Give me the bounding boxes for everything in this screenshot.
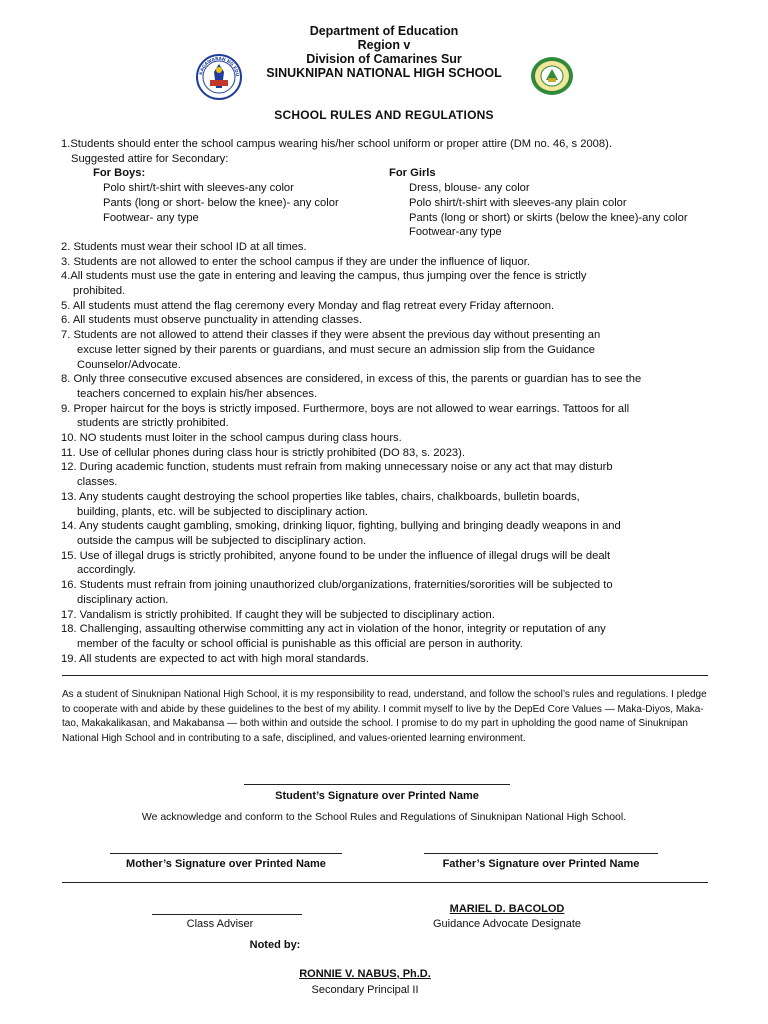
rule-item [61,446,721,461]
rule-item [61,313,721,328]
rule-item [61,549,721,578]
father-signature-label: Father’s Signature over Printed Name [442,858,640,870]
suggested-attire-label: Suggested attire for Secondary: [71,152,229,165]
boys-item: Pants (long or short- below the knee)- any color [103,196,339,209]
rule-item [61,490,721,519]
rule-text: 9. Proper haircut for the boys is strictly imposed. Furthermore, boys are not allowed to wear earrings. Tattoos for all [61,402,630,415]
girls-attire-column [389,166,721,240]
letterhead [0,24,768,80]
girls-header: For Girls [389,167,436,180]
rule-continuation: member of the faculty or school official is punishable as this official are person in authority. [77,637,523,650]
rule-text: 12. During academic function, students must refrain from making unnecessary noise or any act that may disturb [61,461,613,474]
separator-line [62,882,708,883]
separator-line [62,675,708,676]
class-adviser-label: Class Adviser [186,918,254,930]
rule-text: 14. Any students caught gambling, smoking, drinking liquor, fighting, bullying and bringing deadly weapons in and [61,520,621,533]
document-title: SCHOOL RULES AND REGULATIONS [274,108,494,122]
rule-item [61,299,721,314]
rule-item [61,328,721,372]
attire-table [61,166,721,240]
rule-continuation: accordingly. [77,564,136,577]
rule-text: 19. All students are expected to act with high moral standards. [61,652,369,665]
acknowledgement-text: We acknowledge and conform to the School Rules and Regulations of Sinuknipan National High School. [141,811,627,823]
principal-name: RONNIE V. NABUS, Ph.D. [299,968,431,980]
rules-list [61,137,721,666]
svg-text:KAGAWARAN NG EDUKASYON: KAGAWARAN NG EDU [198,55,241,77]
rule-item [61,578,721,607]
rule-item [61,519,721,548]
student-signature-label: Student’s Signature over Printed Name [275,790,479,802]
rule-continuation: building, plants, etc. will be subjected to disciplinary action. [77,505,369,518]
school-seal-logo [530,56,574,96]
boys-attire-column [61,166,389,240]
student-signature-line [244,784,510,785]
boys-item: Polo shirt/t-shirt with sleeves-any color [103,182,294,195]
girls-item: Footwear-any type [409,226,502,239]
rule-item [61,402,721,431]
boys-item: Footwear- any type [103,211,199,224]
rule-continuation: Counselor/Advocate. [77,358,181,371]
father-signature-line [424,853,658,854]
rule-text: 8. Only three consecutive excused absences are considered, in excess of this, the parents or guardian has to see the [61,373,642,386]
rule-continuation: disciplinary action. [77,593,169,606]
mother-signature-label: Mother’s Signature over Printed Name [126,858,326,870]
rule-text: 16. Students must refrain from joining unauthorized club/organizations, fraternities/sororities will be subjected to [61,579,613,592]
rule-text: 2. Students must wear their school ID at all times. [61,240,307,253]
school-name: SINUKNIPAN NATIONAL HIGH SCHOOL [266,66,502,80]
principal-name-wrap [270,968,460,980]
rule-text: 7. Students are not allowed to attend their classes if they were absent the previous day without presenting an [61,329,601,342]
rule-item [61,608,721,623]
rule-text: 13. Any students caught destroying the school properties like tables, chairs, chalkboards, bulletin boards, [61,490,580,503]
principal-title: Secondary Principal II [311,984,419,996]
division-name: Division of Camarines Sur [306,52,462,66]
rule-1: 1.Students should enter the school campus wearing his/her school uniform or proper attire (DM no. 46, s 2008). [61,138,612,150]
rule-item [61,460,721,489]
rule-item [61,372,721,401]
region-name: Region v [357,38,411,52]
rule-continuation: outside the campus will be subjected to disciplinary action. [77,534,367,547]
rule-text: 17. Vandalism is strictly prohibited. If caught they will be subjected to disciplinary action. [61,608,495,621]
department-name: Department of Education [309,24,459,38]
rule-continuation: students are strictly prohibited. [77,417,229,430]
rule-continuation: classes. [77,476,118,489]
girls-item: Dress, blouse- any color [409,182,530,195]
rule-text: 10. NO students must loiter in the school campus during class hours. [61,432,402,445]
rule-item [61,431,721,446]
rule-item [61,622,721,651]
rule-item [61,269,721,298]
girls-item: Pants (long or short) or skirts (below the knee)-any color [409,211,688,224]
mother-signature-line [110,853,342,854]
deped-seal-logo [196,54,242,100]
guidance-advocate-name-wrap [410,903,604,915]
rule-text: 6. All students must observe punctuality in attending classes. [61,314,362,327]
rule-continuation: excuse letter signed by their parents or guardians, and must secure an admission slip from the Guidance [77,343,596,356]
adviser-signature-line [152,914,302,915]
rule-item [61,652,721,667]
guidance-advocate-title: Guidance Advocate Designate [433,918,581,930]
rule-continuation: prohibited. [73,285,126,298]
student-pledge: As a student of Sinuknipan National High School, it is my responsibility to read, understand, and follow the school’s rules and regulations. I pledge to cooperate with and abide by these guidelines to the best of my ability. I commit myself to live by the DepEd Core Values — Maka-Diyos, Maka-tao, Makakalikasan, and Makabansa — both within and outside the school. I promise to do my part in upholding the good name of Sinuknipan National High School and in contributing to a safe, disciplined, and values-oriented learning environment. [62,689,707,744]
rule-text: 18. Challenging, assaulting otherwise committing any act in violation of the honor, integrity or reputation of any [61,623,606,636]
rule-item [61,255,721,270]
boys-header: For Boys: [93,167,146,180]
rule-text: 11. Use of cellular phones during class hour is strictly prohibited (DO 83, s. 2023). [61,446,465,459]
rule-item [61,240,721,255]
rule-text: 15. Use of illegal drugs is strictly prohibited, anyone found to be under the influence of illegal drugs will be dealt [61,549,611,562]
rule-text: 3. Students are not allowed to enter the school campus if they are under the influence of liquor. [61,255,530,268]
rule-continuation: teachers concerned to explain his/her absences. [77,387,318,400]
rule-text: 4.All students must use the gate in entering and leaving the campus, thus jumping over the fence is strictly [61,270,587,283]
girls-item: Polo shirt/t-shirt with sleeves-any plain color [409,196,627,209]
noted-by-label: Noted by: [249,939,301,951]
guidance-advocate-name: MARIEL D. BACOLOD [449,903,565,915]
rule-text: 5. All students must attend the flag ceremony every Monday and flag retreat every Friday afternoon. [61,299,555,312]
